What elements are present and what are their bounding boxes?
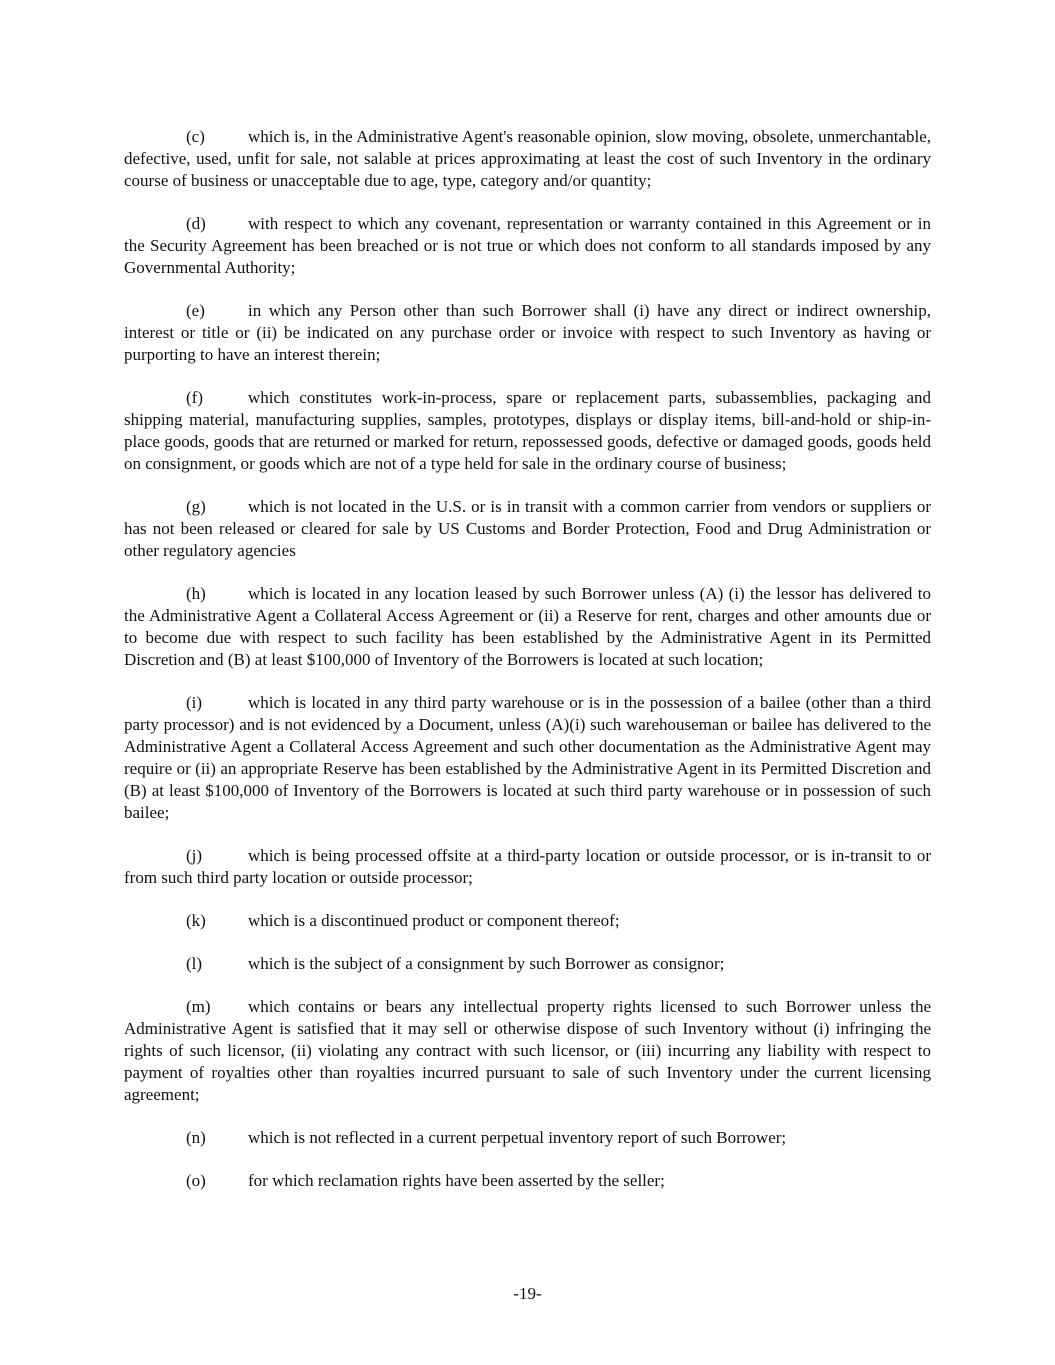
clause-label: (o)	[186, 1171, 206, 1190]
clause-l	[124, 953, 931, 975]
document-body	[124, 126, 931, 1213]
clause-label: (g)	[186, 497, 206, 516]
clause-m	[124, 996, 931, 1106]
clause-label: (d)	[186, 214, 206, 233]
clause-label: (e)	[186, 301, 205, 320]
clause-text: which is the subject of a consignment by such Borrower as consignor;	[248, 954, 725, 973]
clause-d	[124, 213, 931, 279]
clause-label: (f)	[186, 388, 203, 407]
clause-text: in which any Person other than such Borrower shall (i) have any direct or indirect ownership, interest or title or (ii) be indicated on any purchase order or invoice with respect to such Inventory as having or purporting to have an interest therein;	[124, 301, 931, 364]
clause-label: (n)	[186, 1128, 206, 1147]
clause-e	[124, 300, 931, 366]
clause-text: which constitutes work-in-process, spare or replacement parts, subassemblies, packaging and shipping material, manufacturing supplies, samples, prototypes, displays or display items, bill-and-hold or ship-in-place goods, goods that are returned or marked for return, repossessed goods, defective or damaged goods, goods held on consignment, or goods which are not of a type held for sale in the ordinary course of business;	[124, 388, 931, 473]
clause-text: which is not located in the U.S. or is in transit with a common carrier from vendors or suppliers or has not been released or cleared for sale by US Customs and Border Protection, Food and Drug Administration or other regulatory agencies	[124, 497, 931, 560]
clause-k	[124, 910, 931, 932]
clause-label: (m)	[186, 997, 211, 1016]
clause-text: for which reclamation rights have been asserted by the seller;	[248, 1171, 665, 1190]
clause-f	[124, 387, 931, 475]
clause-g	[124, 496, 931, 562]
clause-j	[124, 845, 931, 889]
clause-label: (l)	[186, 954, 203, 973]
clause-text: which contains or bears any intellectual property rights licensed to such Borrower unless the Administrative Agent is satisfied that it may sell or otherwise dispose of such Inventory without (i) infringing the rights of such licensor, (ii) violating any contract with such licensor, or (iii) incurring any liability with respect to payment of royalties other than royalties incurred pursuant to sale of such Inventory under the current licensing agreement;	[124, 997, 931, 1104]
clause-text: which is located in any location leased by such Borrower unless (A) (i) the lessor has delivered to the Administrative Agent a Collateral Access Agreement or (ii) a Reserve for rent, charges and other amounts due or to become due with respect to such facility has been established by the Administrative Agent in its Permitted Discretion and (B) at least $100,000 of Inventory of the Borrowers is located at such location;	[124, 584, 931, 669]
clause-text: which is a discontinued product or component thereof;	[248, 911, 620, 930]
clause-text: which is located in any third party warehouse or is in the possession of a bailee (other than a third party processor) and is not evidenced by a Document, unless (A)(i) such warehouseman or bailee has delivered to the Administrative Agent a Collateral Access Agreement and such other documentation as the Administrative Agent may require or (ii) an appropriate Reserve has been established by the Administrative Agent in its Permitted Discretion and (B) at least $100,000 of Inventory of the Borrowers is located at such third party warehouse or in possession of such bailee;	[124, 693, 931, 822]
clause-label: (j)	[186, 846, 203, 865]
clause-label: (h)	[186, 584, 206, 603]
clause-text: which is, in the Administrative Agent's reasonable opinion, slow moving, obsolete, unmerchantable, defective, used, unfit for sale, not salable at prices approximating at least the cost of such Inventory in the ordinary course of business or unacceptable due to age, type, category and/or quantity;	[124, 127, 931, 190]
clause-i	[124, 692, 931, 824]
clause-c	[124, 126, 931, 192]
clause-text: which is being processed offsite at a third-party location or outside processor, or is in-transit to or from such third party location or outside processor;	[124, 846, 931, 887]
clause-label: (i)	[186, 693, 203, 712]
clause-text: with respect to which any covenant, representation or warranty contained in this Agreement or in the Security Agreement has been breached or is not true or which does not conform to all standards imposed by any Governmental Authority;	[124, 214, 931, 277]
clause-h	[124, 583, 931, 671]
clause-text: which is not reflected in a current perpetual inventory report of such Borrower;	[248, 1128, 787, 1147]
clause-o	[124, 1170, 931, 1192]
page-number: -19-	[513, 1284, 542, 1303]
clause-n	[124, 1127, 931, 1149]
clause-label: (k)	[186, 911, 206, 930]
clause-label: (c)	[186, 127, 205, 146]
